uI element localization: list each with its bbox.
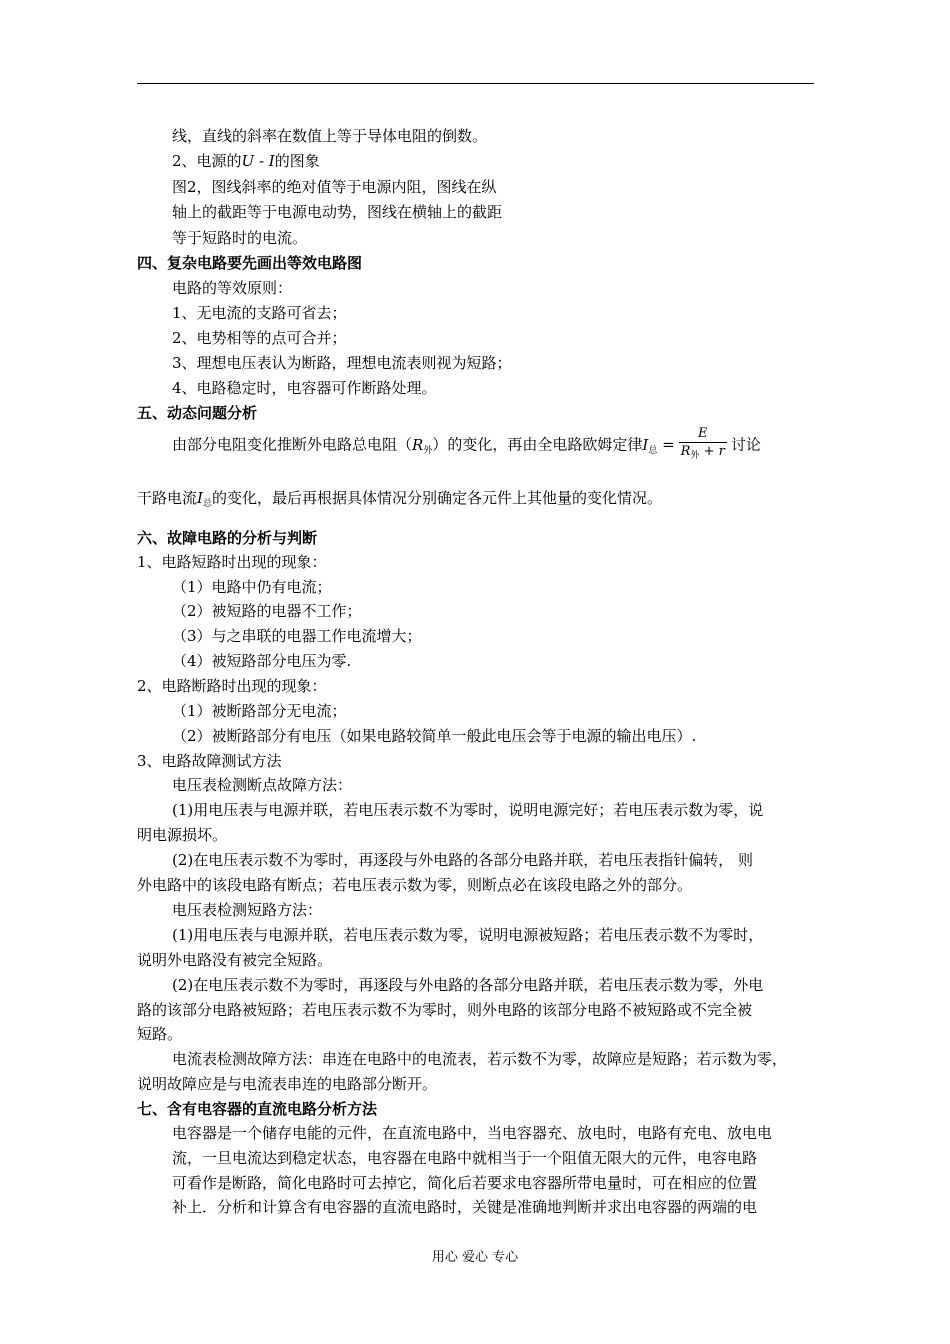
text-line: (2)在电压表示数不为零时，再逐段与外电路的各部分电路并联，若电压表示数为零，外电	[172, 976, 764, 994]
text-line: （1）被断路部分无电流；	[172, 702, 347, 720]
text-line: 流，一旦电流达到稳定状态，电容器在电路中就相当于一个阻值无限大的元件，电容电路	[172, 1149, 758, 1167]
section-heading: 五、动态问题分析	[137, 404, 258, 422]
text-line: 明电源损坏。	[137, 826, 228, 844]
text-line: 说明外电路没有被完全短路。	[137, 951, 333, 969]
section-heading: 六、故障电路的分析与判断	[137, 529, 318, 547]
formula-line: 由部分电阻变化推断外电路总电阻$(R_外)$的变化，再由全电路欧姆定律$I_总$ = $\frac{E}{R_外 + r}$ 讨论	[172, 426, 761, 469]
text-line: 可看作是断路，简化电路时可去掉它，简化后若要求电容器所带电量时，可在相应的位置	[172, 1174, 758, 1192]
text-line: 电容器是一个储存电能的元件，在直流电路中，当电容器充、放电时，电路有充电、放电电	[172, 1124, 773, 1142]
text-line: (1)用电压表与电源并联，若电压表示数不为零时，说明电源完好；若电压表示数为零，说	[172, 801, 764, 819]
text-line: 外电路中的该段电路有断点；若电压表示数为零，则断点必在该段电路之外的部分。	[137, 876, 693, 894]
text-line: 2、电源的U - I的图象	[172, 152, 320, 170]
text-line: （2）被短路的电器不工作；	[172, 602, 362, 620]
text-line: （1）电路中仍有电流；	[172, 578, 332, 596]
text-line: 电压表检测断点故障方法：	[172, 776, 353, 794]
text-line: 2、电路断路时出现的现象：	[137, 677, 327, 695]
text-line: 电压表检测短路方法：	[172, 901, 323, 919]
text-line: 路的该部分电路被短路；若电压表示数不为零时，则外电路的该部分电路不被短路或不完全被	[137, 1001, 753, 1019]
header-rule	[137, 83, 814, 84]
text-line: （4）被短路部分电压为零.	[172, 652, 352, 670]
section-heading: 四、复杂电路要先画出等效电路图	[137, 254, 363, 272]
text-line: 4、电路稳定时，电容器可作断路处理。	[172, 379, 437, 397]
section-heading: 七、含有电容器的直流电路分析方法	[137, 1100, 378, 1118]
text-line: (1)用电压表与电源并联，若电压表示数为零，说明电源被短路；若电压表示数不为零时，	[172, 926, 764, 944]
text-line: 1、无电流的支路可省去；	[172, 304, 347, 322]
text-line: 电流表检测故障方法：串连在电路中的电流表，若示数不为零，故障应是短路；若示数为零，	[172, 1050, 788, 1068]
text-line: 短路。	[137, 1025, 183, 1043]
text-line: （3）与之串联的电器工作电流增大；	[172, 627, 422, 645]
text-line: (2)在电压表示数不为零时，再逐段与外电路的各部分电路并联，若电压表指针偏转， 则	[172, 851, 754, 869]
page-footer: 用心 爱心 专心	[431, 1250, 519, 1265]
text-line: 补上．分析和计算含有电容器的直流电路时，关键是准确地判断并求出电容器的两端的电	[172, 1198, 758, 1216]
ohm-law-fraction: $\frac{E}{R_外 + r}$	[680, 426, 725, 461]
ui-math: U - I	[241, 152, 275, 170]
text-line: 干路电流$I_总$的变化，最后再根据具体情况分别确定各元件上其他量的变化情况。	[137, 489, 662, 509]
text-line: 电路的等效原则：	[172, 279, 293, 297]
text-line: 图2，图线斜率的绝对值等于电源内阻，图线在纵	[172, 178, 497, 196]
text-line: 轴上的截距等于电源电动势，图线在横轴上的截距	[172, 203, 503, 221]
text-line: 1、电路短路时出现的现象：	[137, 553, 327, 571]
text-line: 3、理想电压表认为断路，理想电流表则视为短路；	[172, 354, 512, 372]
text-line: （2）被断路部分有电压（如果电路较简单一般此电压会等于电源的输出电压）.	[172, 727, 697, 745]
text-line: 说明故障应是与电流表串连的电路部分断开。	[137, 1075, 438, 1093]
text-line: 3、电路故障测试方法	[137, 752, 282, 770]
text-line: 等于短路时的电流。	[172, 229, 308, 247]
text-line: 2、电势相等的点可合并；	[172, 329, 347, 347]
text-line: 线，直线的斜率在数值上等于导体电阻的倒数。	[172, 127, 488, 145]
